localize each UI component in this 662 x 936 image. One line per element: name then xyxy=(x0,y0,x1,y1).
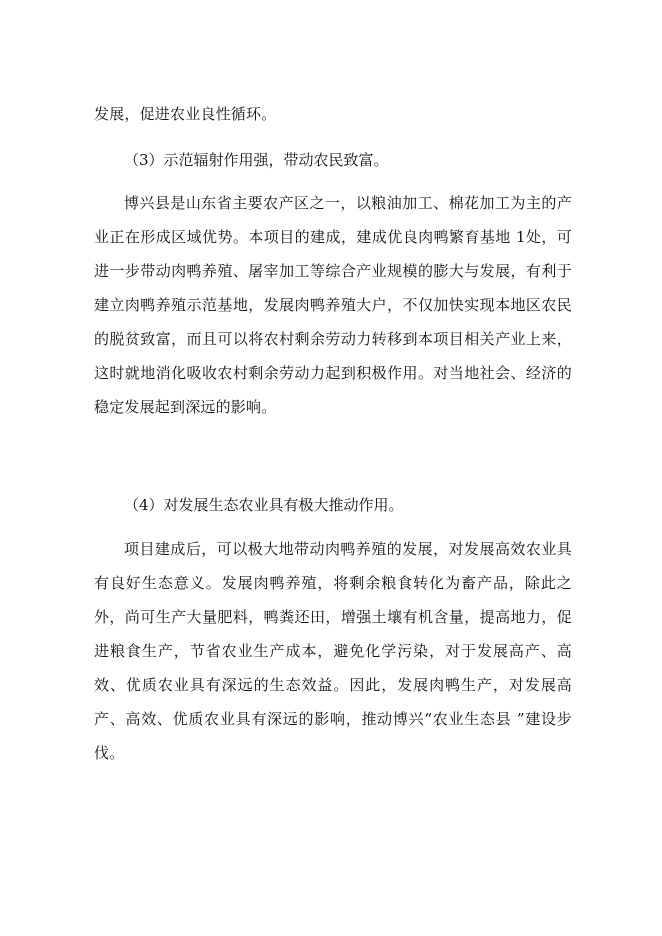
section-4-heading: （4）对发展生态农业具有极大推动作用。 xyxy=(124,496,404,514)
section-4-body-paragraph: 项目建成后，可以极大地带动肉鸭养殖的发展，对发展高效农业具有良好生态意义。发展肉鸭养殖，将剩余粮食转化为畜产品，除此之外，尚可生产大量肥料，鸭粪还田，增强土壤有机含量，提高地力，促进粮食生产，节省农业生产成本，避免化学污染，对于发展高产、高效、优质农业具有深远的生态效益。因此，发展肉鸭生产，对发展高产、高效、优质农业具有深远的影响，推动博兴“农业生态县 ”建设步伐。 xyxy=(94,540,572,762)
section-3-body-paragraph: 博兴县是山东省主要农产区之一，以粮油加工、棉花加工为主的产业正在形成区域优势。本项目的建成，建成优良肉鸭繁育基地 1处，可进一步带动肉鸭养殖、屠宰加工等综合产业规模的膨大与发展，有利于建立肉鸭养殖示范基地，发展肉鸭养殖大户，不仅加快实现本地区农民的脱贫致富，而且可以将农村剩余劳动力转移到本项目相关产业上来，这时就地消化吸收农村剩余劳动力起到积极作用。对当地社会、经济的稳定发展起到深远的影响。 xyxy=(94,194,572,416)
continuation-paragraph: 发展，促进农业良性循环。 xyxy=(94,105,277,123)
section-3-heading: （3）示范辐射作用强，带动农民致富。 xyxy=(124,151,389,169)
